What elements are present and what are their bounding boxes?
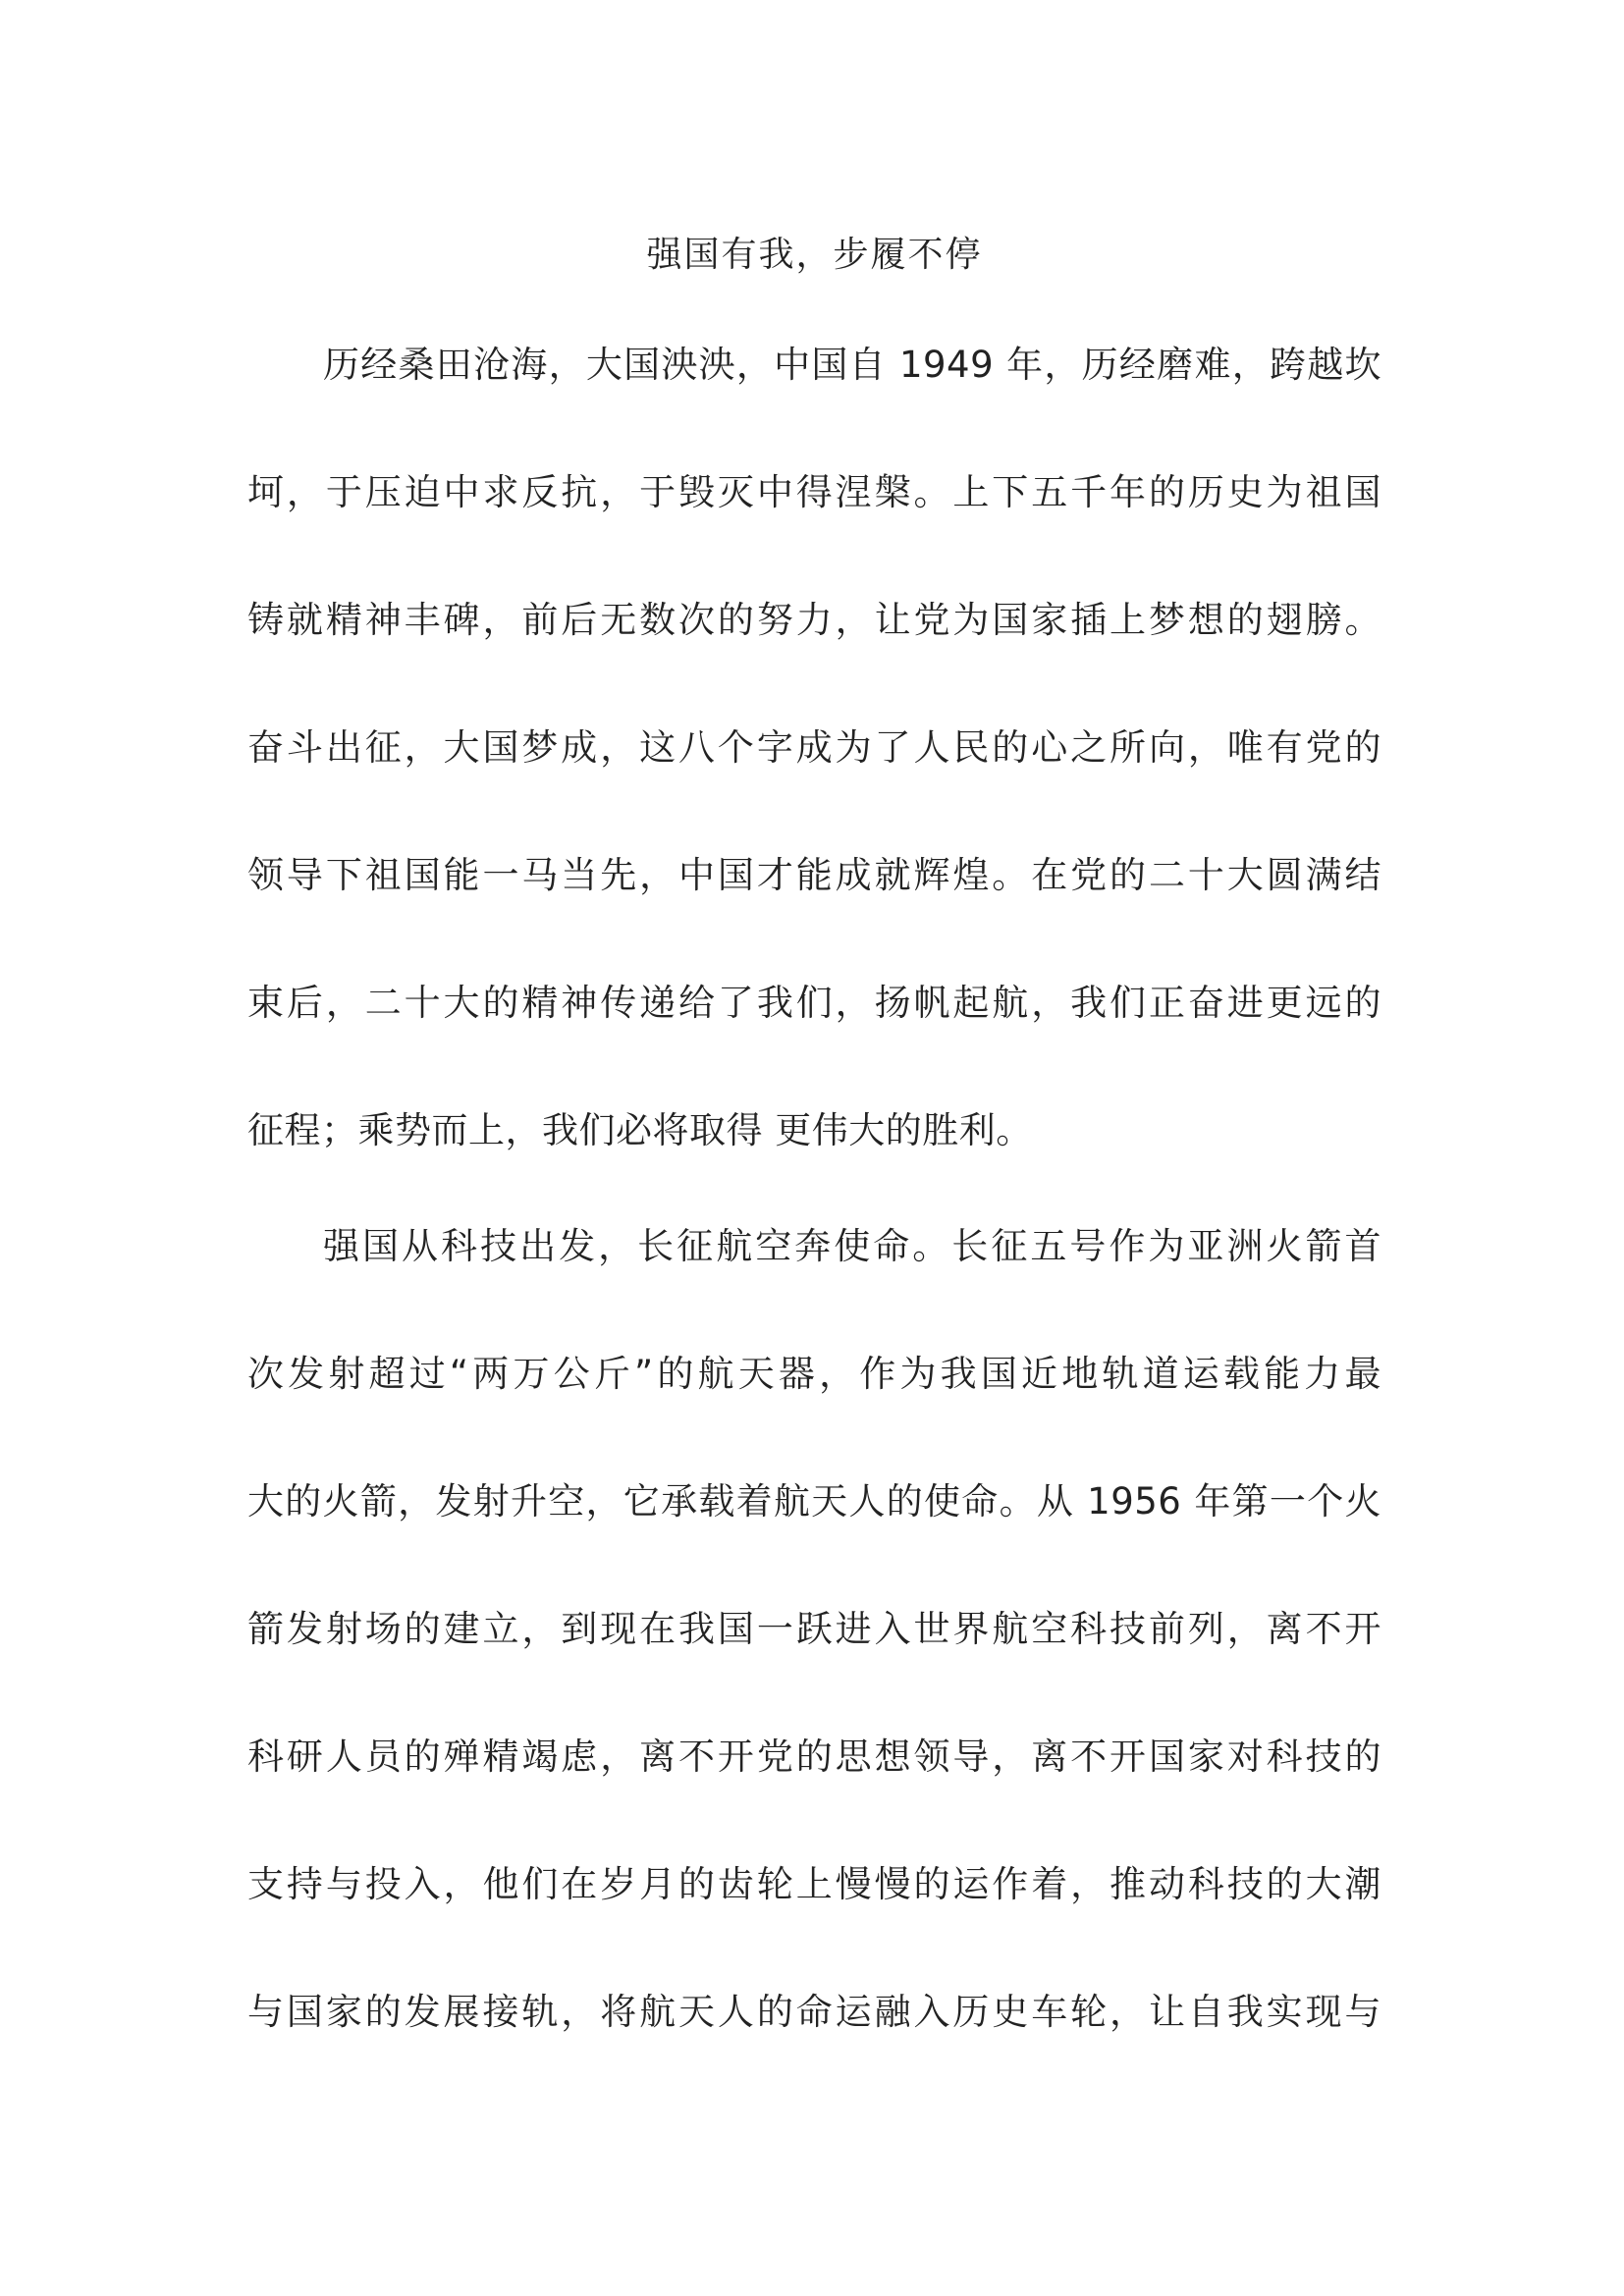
- paragraph-line: 次发射超过“两万公斤”的航天器，作为我国近地轨道运载能力最: [247, 1353, 1381, 1395]
- paragraph-line: 强国从科技出发，长征航空奔使命。长征五号作为亚洲火箭首: [323, 1225, 1381, 1267]
- paragraph-line: 历经桑田沧海，大国泱泱，中国自 1949 年，历经磨难，跨越坎: [323, 344, 1381, 386]
- paragraph-line: 领导下祖国能一马当先，中国才能成就辉煌。在党的二十大圆满结: [247, 854, 1381, 896]
- paragraph-line: 征程；乘势而上，我们必将取得 更伟大的胜利。: [247, 1109, 1033, 1151]
- paragraph-line: 大的火箭，发射升空，它承载着航天人的使命。从 1956 年第一个火: [247, 1480, 1381, 1522]
- document-title: 强国有我，步履不停: [646, 235, 983, 275]
- paragraph-line: 箭发射场的建立，到现在我国一跃进入世界航空科技前列，离不开: [247, 1608, 1381, 1650]
- paragraph-line: 与国家的发展接轨，将航天人的命运融入历史车轮，让自我实现与: [247, 1991, 1381, 2033]
- paragraph-line: 坷，于压迫中求反抗，于毁灭中得涅槃。上下五千年的历史为祖国: [247, 471, 1381, 513]
- paragraph-line: 科研人员的殚精竭虑，离不开党的思想领导，离不开国家对科技的: [247, 1735, 1381, 1778]
- paragraph-line: 束后，二十大的精神传递给了我们，扬帆起航，我们正奋进更远的: [247, 982, 1381, 1024]
- paragraph-line: 奋斗出征，大国梦成，这八个字成为了人民的心之所向，唯有党的: [247, 726, 1381, 769]
- paragraph-line: 铸就精神丰碑，前后无数次的努力，让党为国家插上梦想的翅膀。: [247, 599, 1381, 641]
- paragraph-line: 支持与投入，他们在岁月的齿轮上慢慢的运作着，推动科技的大潮: [247, 1863, 1381, 1905]
